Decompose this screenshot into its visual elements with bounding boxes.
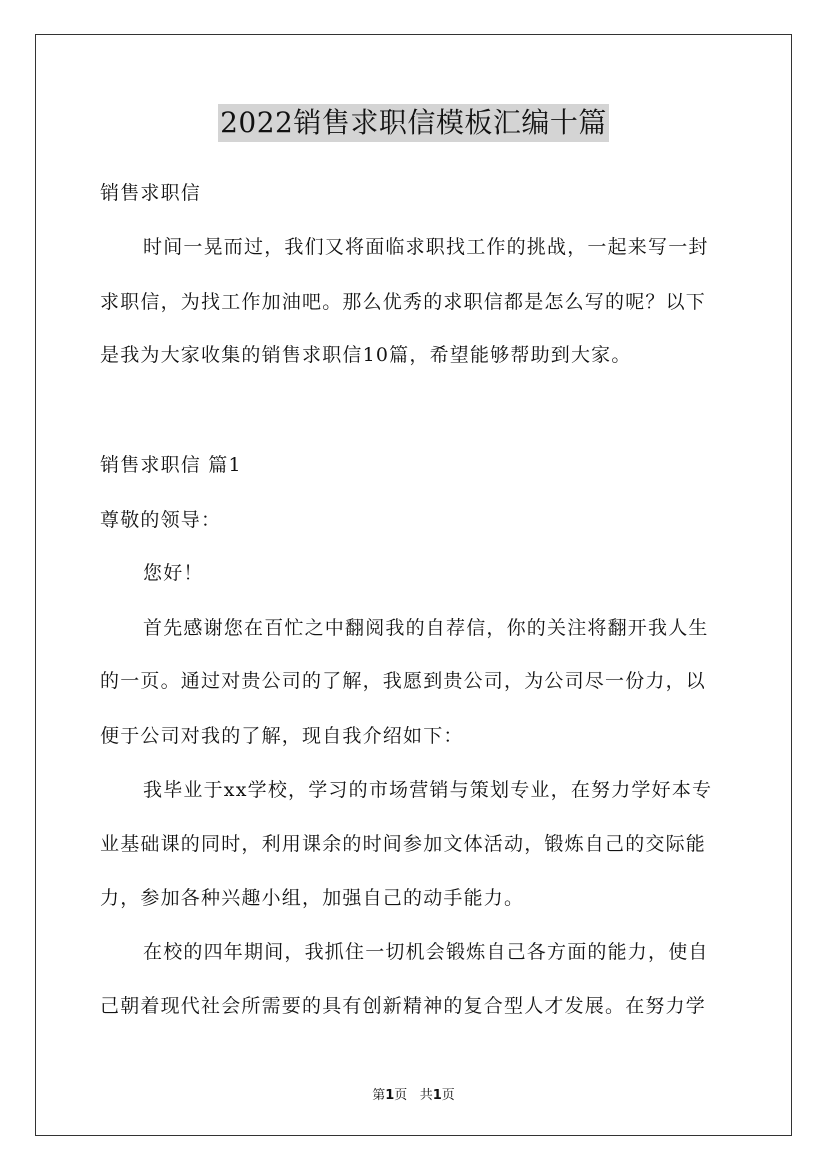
- intro-line-3: 是我为大家收集的销售求职信10篇，希望能够帮助到大家。: [100, 344, 632, 366]
- paragraph3-line-1: 在校的四年期间，我抓住一切机会锻炼自己各方面的能力，使自: [143, 941, 709, 963]
- salutation: 尊敬的领导：: [100, 509, 222, 531]
- footer-total-number: 1: [432, 1088, 442, 1103]
- intro-line-2: 求职信，为找工作加油吧。那么优秀的求职信都是怎么写的呢？以下: [100, 291, 707, 313]
- section-title: 销售求职信 篇1: [100, 454, 242, 476]
- paragraph1-line-1: 首先感谢您在百忙之中翻阅我的自荐信，你的关注将翻开我人生: [143, 617, 709, 639]
- title-container: [0, 104, 827, 142]
- paragraph2-line-2: 业基础课的同时，利用课余的时间参加文体活动，锻炼自己的交际能: [100, 833, 707, 855]
- paragraph3-line-2: 己朝着现代社会所需要的具有创新精神的复合型人才发展。在努力学: [100, 995, 707, 1017]
- page-footer: [0, 1084, 827, 1103]
- footer-page-suffix: 页: [394, 1088, 408, 1103]
- footer-total-prefix: 共: [419, 1088, 433, 1103]
- paragraph1-line-2: 的一页。通过对贵公司的了解，我愿到贵公司，为公司尽一份力，以: [100, 670, 707, 692]
- footer-page-number: 1: [385, 1088, 395, 1103]
- document-title: 2022销售求职信模板汇编十篇: [218, 104, 609, 142]
- heading: 销售求职信: [100, 182, 202, 204]
- paragraph2-line-3: 力，参加各种兴趣小组，加强自己的动手能力。: [100, 887, 525, 909]
- footer-total-suffix: 页: [441, 1088, 455, 1103]
- intro-line-1: 时间一晃而过，我们又将面临求职找工作的挑战，一起来写一封: [143, 236, 709, 258]
- paragraph2-line-1: 我毕业于xx学校，学习的市场营销与策划专业，在努力学好本专: [143, 779, 713, 801]
- footer-page-prefix: 第: [372, 1088, 386, 1103]
- paragraph1-line-3: 便于公司对我的了解，现自我介绍如下：: [100, 725, 464, 747]
- greeting: 您好！: [143, 562, 204, 584]
